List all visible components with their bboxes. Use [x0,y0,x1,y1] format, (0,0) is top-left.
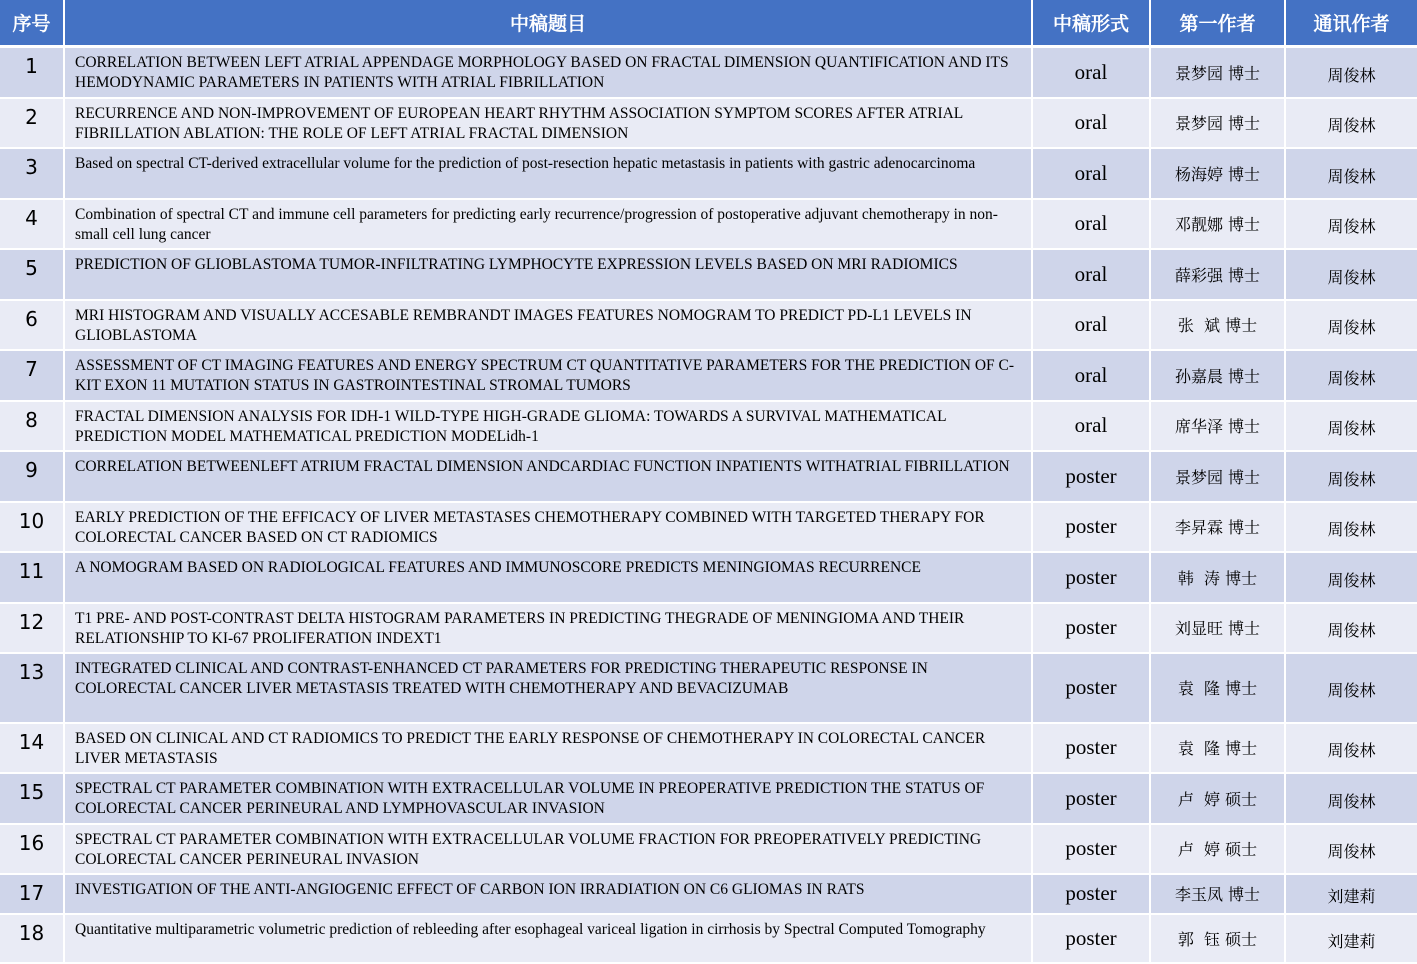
presentation-format: poster [1032,603,1150,653]
presentation-format: poster [1032,502,1150,552]
corresponding-author: 周俊林 [1285,249,1417,300]
row-index: 1 [0,47,64,98]
row-index: 13 [0,653,64,723]
first-author: 韩 涛 博士 [1150,552,1285,603]
first-author: 杨海婷 博士 [1150,148,1285,199]
corresponding-author: 周俊林 [1285,723,1417,773]
row-index: 15 [0,773,64,824]
corresponding-author: 刘建莉 [1285,874,1417,914]
presentation-format: poster [1032,653,1150,723]
table-row [0,199,1417,249]
first-author: 孙嘉晨 博士 [1150,350,1285,401]
presentation-format: oral [1032,98,1150,148]
paper-title: Quantitative multiparametric volumetric prediction of rebleeding after esophageal variceal ligation in cirrhosis by Spectral Computed Tomography [64,914,1032,963]
corresponding-author: 刘建莉 [1285,914,1417,963]
paper-title: Based on spectral CT-derived extracellular volume for the prediction of post-resection hepatic metastasis in patients with gastric adenocarcinoma [64,148,1032,199]
corresponding-author: 周俊林 [1285,350,1417,401]
table-row [0,773,1417,824]
presentation-format: oral [1032,401,1150,451]
first-author: 郭 钰 硕士 [1150,914,1285,963]
row-index: 6 [0,300,64,350]
first-author: 卢 婷 硕士 [1150,824,1285,874]
table-row [0,47,1417,98]
presentation-format: poster [1032,451,1150,502]
paper-title: FRACTAL DIMENSION ANALYSIS FOR IDH-1 WILD-TYPE HIGH-GRADE GLIOMA: TOWARDS A SURVIVAL MATHEMATICAL PREDICTION MODEL MATHEMATICAL PREDICTION MODELidh-1 [64,401,1032,451]
paper-title: BASED ON CLINICAL AND CT RADIOMICS TO PREDICT THE EARLY RESPONSE OF CHEMOTHERAPY IN COLORECTAL CANCER LIVER METASTASIS [64,723,1032,773]
table-row [0,914,1417,963]
table-row [0,552,1417,603]
row-index: 10 [0,502,64,552]
paper-title: T1 PRE- AND POST-CONTRAST DELTA HISTOGRAM PARAMETERS IN PREDICTING THEGRADE OF MENINGIOMA AND THEIR RELATIONSHIP TO KI-67 PROLIFERATION INDEXT1 [64,603,1032,653]
table-row [0,502,1417,552]
corresponding-author: 周俊林 [1285,300,1417,350]
presentation-format: poster [1032,874,1150,914]
presentation-format: poster [1032,773,1150,824]
row-index: 8 [0,401,64,451]
presentation-format: oral [1032,199,1150,249]
presentation-format: poster [1032,824,1150,874]
header-title: 中稿题目 [64,0,1032,47]
header-index: 序号 [0,0,64,47]
corresponding-author: 周俊林 [1285,773,1417,824]
paper-title: PREDICTION OF GLIOBLASTOMA TUMOR-INFILTRATING LYMPHOCYTE EXPRESSION LEVELS BASED ON MRI RADIOMICS [64,249,1032,300]
table-row [0,249,1417,300]
table-row [0,350,1417,401]
row-index: 2 [0,98,64,148]
row-index: 5 [0,249,64,300]
first-author: 袁 隆 博士 [1150,723,1285,773]
corresponding-author: 周俊林 [1285,502,1417,552]
presentation-format: poster [1032,552,1150,603]
corresponding-author: 周俊林 [1285,401,1417,451]
paper-title: Combination of spectral CT and immune cell parameters for predicting early recurrence/progression of postoperative adjuvant chemotherapy in non-small cell lung cancer [64,199,1032,249]
row-index: 16 [0,824,64,874]
table-row [0,148,1417,199]
presentation-format: oral [1032,148,1150,199]
table-row [0,401,1417,451]
table-row [0,653,1417,723]
row-index: 18 [0,914,64,963]
presentation-format: oral [1032,300,1150,350]
corresponding-author: 周俊林 [1285,148,1417,199]
presentation-format: oral [1032,47,1150,98]
table-row [0,451,1417,502]
row-index: 14 [0,723,64,773]
row-index: 11 [0,552,64,603]
paper-title: EARLY PREDICTION OF THE EFFICACY OF LIVER METASTASES CHEMOTHERAPY COMBINED WITH TARGETED THERAPY FOR COLORECTAL CANCER BASED ON CT RADIOMICS [64,502,1032,552]
corresponding-author: 周俊林 [1285,451,1417,502]
row-index: 9 [0,451,64,502]
first-author: 景梦园 博士 [1150,47,1285,98]
corresponding-author: 周俊林 [1285,199,1417,249]
corresponding-author: 周俊林 [1285,653,1417,723]
paper-title: CORRELATION BETWEEN LEFT ATRIAL APPENDAGE MORPHOLOGY BASED ON FRACTAL DIMENSION QUANTIFICATION AND ITS HEMODYNAMIC PARAMETERS IN PATIENTS WITH ATRIAL FIBRILLATION [64,47,1032,98]
first-author: 席华泽 博士 [1150,401,1285,451]
first-author: 邓靓娜 博士 [1150,199,1285,249]
paper-title: SPECTRAL CT PARAMETER COMBINATION WITH EXTRACELLULAR VOLUME IN PREOPERATIVE PREDICTION THE STATUS OF COLORECTAL CANCER PERINEURAL AND LYMPHOVASCULAR INVASION [64,773,1032,824]
paper-title: MRI HISTOGRAM AND VISUALLY ACCESABLE REMBRANDT IMAGES FEATURES NOMOGRAM TO PREDICT PD-L1 LEVELS IN GLIOBLASTOMA [64,300,1032,350]
header-row [0,0,1417,47]
row-index: 7 [0,350,64,401]
paper-title: A NOMOGRAM BASED ON RADIOLOGICAL FEATURES AND IMMUNOSCORE PREDICTS MENINGIOMAS RECURRENCE [64,552,1032,603]
first-author: 张 斌 博士 [1150,300,1285,350]
paper-title: RECURRENCE AND NON-IMPROVEMENT OF EUROPEAN HEART RHYTHM ASSOCIATION SYMPTOM SCORES AFTER ATRIAL FIBRILLATION ABLATION: THE ROLE OF LEFT ATRIAL FRACTAL DIMENSION [64,98,1032,148]
table-row [0,824,1417,874]
table-row [0,874,1417,914]
paper-title: CORRELATION BETWEENLEFT ATRIUM FRACTAL DIMENSION ANDCARDIAC FUNCTION INPATIENTS WITHATRIAL FIBRILLATION [64,451,1032,502]
table-header [0,0,1417,47]
row-index: 17 [0,874,64,914]
row-index: 4 [0,199,64,249]
header-first-author: 第一作者 [1150,0,1285,47]
first-author: 卢 婷 硕士 [1150,773,1285,824]
corresponding-author: 周俊林 [1285,98,1417,148]
first-author: 景梦园 博士 [1150,451,1285,502]
corresponding-author: 周俊林 [1285,603,1417,653]
first-author: 薛彩强 博士 [1150,249,1285,300]
table-row [0,300,1417,350]
table-body [0,47,1417,963]
first-author: 李玉凤 博士 [1150,874,1285,914]
presentation-format: poster [1032,723,1150,773]
corresponding-author: 周俊林 [1285,552,1417,603]
paper-title: INTEGRATED CLINICAL AND CONTRAST-ENHANCED CT PARAMETERS FOR PREDICTING THERAPEUTIC RESPONSE IN COLORECTAL CANCER LIVER METASTASIS TREATED WITH CHEMOTHERAPY AND BEVACIZUMAB [64,653,1032,723]
table-row [0,603,1417,653]
paper-title: ASSESSMENT OF CT IMAGING FEATURES AND ENERGY SPECTRUM CT QUANTITATIVE PARAMETERS FOR THE PREDICTION OF C-KIT EXON 11 MUTATION STATUS IN GASTROINTESTINAL STROMAL TUMORS [64,350,1032,401]
first-author: 景梦园 博士 [1150,98,1285,148]
paper-title: INVESTIGATION OF THE ANTI-ANGIOGENIC EFFECT OF CARBON ION IRRADIATION ON C6 GLIOMAS IN RATS [64,874,1032,914]
presentation-format: poster [1032,914,1150,963]
paper-title: SPECTRAL CT PARAMETER COMBINATION WITH EXTRACELLULAR VOLUME FRACTION FOR PREOPERATIVELY PREDICTING COLORECTAL CANCER PERINEURAL INVASION [64,824,1032,874]
table-row [0,723,1417,773]
presentation-format: oral [1032,350,1150,401]
row-index: 3 [0,148,64,199]
first-author: 刘显旺 博士 [1150,603,1285,653]
corresponding-author: 周俊林 [1285,824,1417,874]
first-author: 李昇霖 博士 [1150,502,1285,552]
header-format: 中稿形式 [1032,0,1150,47]
table-row [0,98,1417,148]
row-index: 12 [0,603,64,653]
corresponding-author: 周俊林 [1285,47,1417,98]
presentation-format: oral [1032,249,1150,300]
first-author: 袁 隆 博士 [1150,653,1285,723]
header-corresponding-author: 通讯作者 [1285,0,1417,47]
